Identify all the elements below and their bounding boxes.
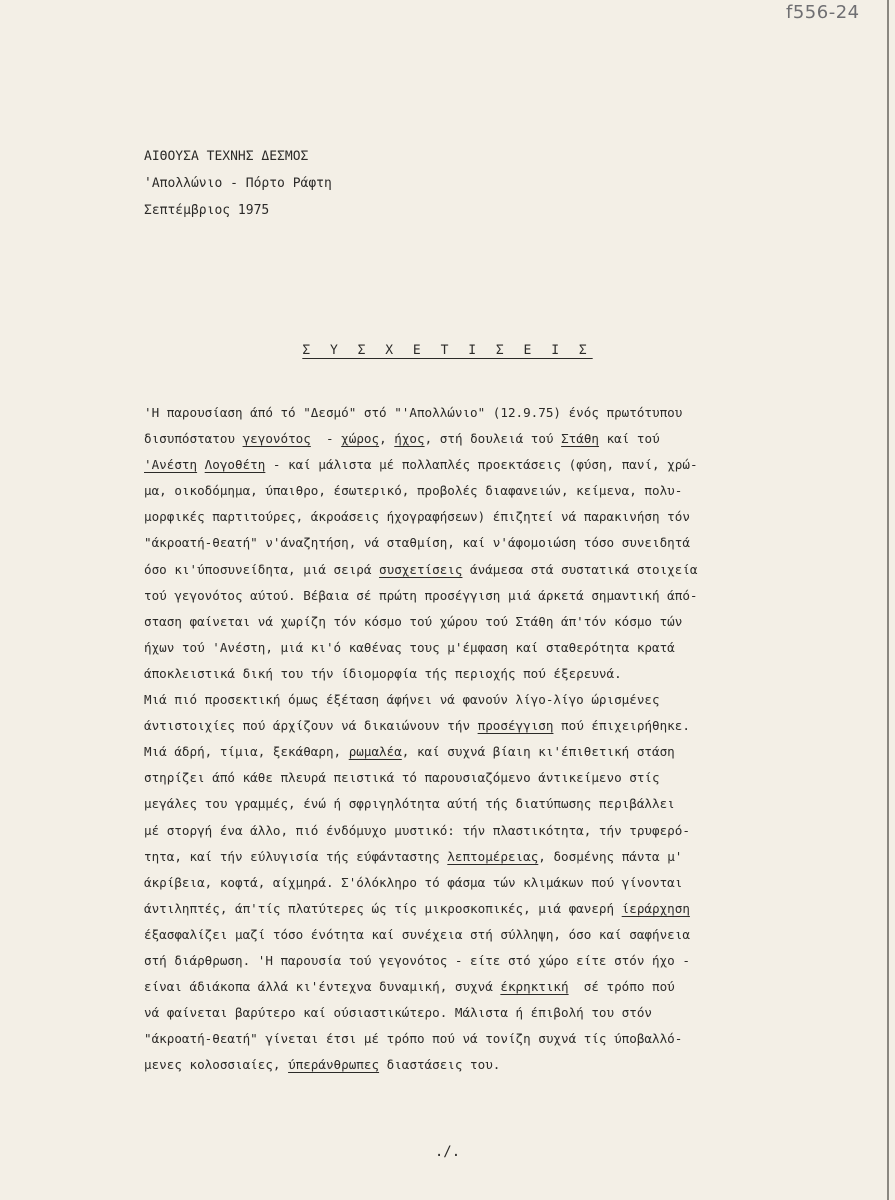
text-segment: δισυπόστατου [144, 431, 243, 447]
text-segment: μα, οικοδόμημα, ύπαιθρο, έσωτερικό, προβολές διαφανειών, κείμενα, πολυ- [144, 483, 683, 499]
underlined-term: συσχετίσεις [379, 561, 463, 577]
underlined-term: ήχος [394, 431, 425, 447]
underlined-term: λεπτομέρειας [447, 848, 539, 864]
text-line [144, 400, 804, 426]
text-segment: , καί συχνά βίαιη κι'έπιθετική στάση [401, 744, 675, 760]
text-line [144, 974, 804, 1000]
text-segment: τητα, καί τήν εύλυγισία τής εύφάνταστης [144, 848, 448, 864]
text-segment: σταση φαίνεται νά χωρίζη τόν κόσμο τού χώρου τού Στάθη άπ'τόν κόσμο τών [144, 613, 683, 629]
text-segment: - [310, 431, 342, 447]
text-line [144, 870, 804, 896]
text-line [144, 1052, 804, 1078]
underlined-term: 'Ανέστη [144, 457, 198, 473]
text-segment: πού έπιχειρήθηκε. [553, 718, 690, 734]
text-line [144, 844, 804, 870]
venue-name: ΑΙΘΟΥΣΑ ΤΕΧΝΗΣ ΔΕΣΜΟΣ [144, 149, 309, 164]
text-segment: άποκλειστικά δική του τήν ίδιομορφία τής περιοχής πού έξερευνά. [144, 665, 622, 681]
text-segment: στή διάρθρωση. 'Η παρουσία τού γεγονότος - είτε στό χώρο είτε στόν ήχο - [144, 952, 690, 968]
text-segment: "άκροατή-θεατή" ν'άναζητήση, νά σταθμίση, καί ν'άφομοιώση τόσο συνειδητά [144, 535, 690, 551]
text-segment: σέ τρόπο πού [568, 979, 675, 995]
text-line [144, 530, 804, 556]
text-line [144, 818, 804, 844]
text-line [144, 765, 804, 791]
venue-location: 'Απολλώνιο - Πόρτο Ράφτη [144, 176, 332, 191]
body-text [144, 400, 804, 1078]
text-segment: 'Η παρουσίαση άπό τό "Δεσμό" στό "'Απολλώνιο" (12.9.75) ένός πρωτότυπου [144, 405, 683, 420]
text-segment: μέ στοργή ένα άλλο, πιό ένδόμυχο μυστικό: τήν πλαστικότητα, τήν τρυφερό- [144, 822, 690, 838]
underlined-term: προσέγγιση [477, 718, 554, 734]
text-segment: διαστάσεις του. [379, 1057, 501, 1073]
text-segment: ήχων τού 'Ανέστη, μιά κι'ό καθένας τους μ'έμφαση καί σταθερότητα κρατά [144, 639, 675, 655]
text-segment: μεγάλες του γραμμές, ένώ ή σφριγηλότητα αύτή τής διατύπωσης περιβάλλει [144, 796, 675, 812]
underlined-term: ύπεράνθρωπες [288, 1057, 380, 1073]
text-segment: τού γεγονότος αύτού. Βέβαια σέ πρώτη προσέγγιση μιά άρκετά σημαντική άπό- [144, 587, 698, 603]
text-segment: στηρίζει άπό κάθε πλευρά πειστικά τό παρουσιαζόμενο άντικείμενο στίς [144, 770, 660, 786]
underlined-term: Λογοθέτη [204, 457, 266, 473]
text-segment: άντιληπτές, άπ'τίς πλατύτερες ώς τίς μικροσκοπικές, μιά φανερή [144, 900, 622, 916]
text-line [144, 609, 804, 635]
text-line [144, 791, 804, 817]
text-line [144, 896, 804, 922]
text-segment: "άκροατή-θεατή" γίνεται έτσι μέ τρόπο πού νά τονίζη συχνά τίς ύποβαλλό- [144, 1031, 683, 1047]
text-segment: άνάμεσα στά συστατικά στοιχεία [462, 561, 698, 577]
text-segment: μορφικές παρτιτούρες, άκροάσεις ήχογραφήσεων) έπιζητεί νά παρακινήση τόν [144, 509, 690, 525]
date: Σεπτέμβριος 1975 [144, 203, 270, 218]
text-segment: μενες κολοσσιαίες, [144, 1057, 289, 1073]
text-line [144, 661, 804, 687]
page-edge [887, 0, 889, 1200]
text-segment: Μιά πιό προσεκτική όμως έξέταση άφήνει νά φανούν λίγο-λίγο ώρισμένες [144, 692, 660, 708]
text-line [144, 583, 804, 609]
underlined-term: ρωμαλέα [348, 744, 402, 760]
text-segment: Μιά άδρή, τίμια, ξεκάθαρη, [144, 744, 349, 760]
text-line [144, 452, 804, 478]
text-segment: νά φαίνεται βαρύτερο καί ούσιαστικώτερο. Μάλιστα ή έπιβολή του στόν [144, 1005, 652, 1021]
letterhead [144, 143, 332, 224]
document-title [0, 343, 895, 358]
underlined-term: γεγονότος [242, 431, 311, 447]
title-text: Σ Υ Σ Χ Ε Τ Ι Σ Ε Ι Σ [302, 343, 593, 358]
text-line [144, 478, 804, 504]
text-segment: άκρίβεια, κοφτά, αίχμηρά. Σ'όλόκληρο τό φάσμα τών κλιμάκων πού γίνονται [144, 874, 683, 890]
text-segment: είναι άδιάκοπα άλλά κι'έντεχνα δυναμική, συχνά [144, 979, 501, 995]
underlined-term: ίεράρχηση [621, 900, 690, 916]
text-segment [197, 457, 205, 472]
underlined-term: έκρηκτική [500, 979, 569, 995]
text-segment: , στή δουλειά τού [424, 431, 562, 447]
text-line [144, 426, 804, 452]
page-continuation-mark: ./. [434, 1144, 461, 1160]
text-line [144, 635, 804, 661]
text-segment: , [379, 431, 395, 447]
text-segment: - καί μάλιστα μέ πολλαπλές προεκτάσεις (φύση, πανί, χρώ- [265, 457, 698, 473]
text-segment: έξασφαλίζει μαζί τόσο ένότητα καί συνέχεια στή σύλληψη, όσο καί σαφήνεια [144, 926, 690, 942]
text-line [144, 713, 804, 739]
text-line [144, 948, 804, 974]
text-segment: καί τού [599, 431, 660, 447]
archive-reference: f556-24 [786, 2, 860, 23]
text-line [144, 504, 804, 530]
text-segment: όσο κι'ύποσυνείδητα, μιά σειρά [144, 561, 380, 577]
text-line [144, 739, 804, 765]
underlined-term: χώρος [341, 431, 380, 447]
text-line [144, 557, 804, 583]
text-line [144, 1026, 804, 1052]
text-line [144, 1000, 804, 1026]
text-segment: άντιστοιχίες πού άρχίζουν νά δικαιώνουν τήν [144, 718, 478, 734]
underlined-term: Στάθη [561, 431, 600, 447]
text-segment: , δοσμένης πάντα μ' [538, 848, 683, 864]
text-line [144, 922, 804, 948]
text-line [144, 687, 804, 713]
